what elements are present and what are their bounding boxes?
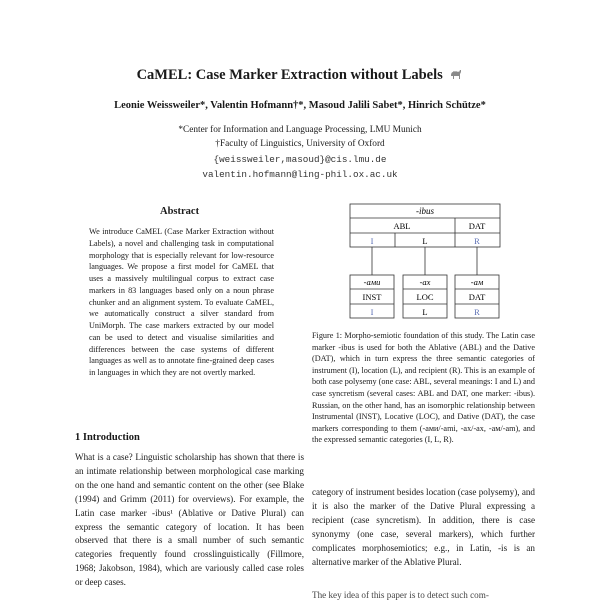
russian-marker-loc: -ах [419,277,431,287]
paper-title [0,67,600,86]
email-1: {weissweiler,masoud}@cis.lmu.de [213,154,387,165]
right-column-next-paragraph: The key idea of this paper is to detect such com- [312,590,489,600]
russian-case-loc: LOC [416,292,434,302]
russian-category-r: R [474,307,480,317]
title-text: CaMEL: Case Marker Extraction without Labels [136,67,443,83]
russian-box-loc [403,275,447,318]
affiliation-1: *Center for Information and Language Processing, LMU Munich [178,125,422,135]
latin-marker-box [350,204,500,247]
figure-1-caption: Figure 1: Morpho-semiotic foundation of this study. The Latin case marker -ibus is used for both the Ablative (ABL) and the Dative (DAT), which in turn express the three semantic categories of instrument (I), location (L), and recipient (R). This is an example of both case polysemy (one case: ABL, several meanings: I and L) and case syncretism (several cases: ABL and DAT, one marker: -ibus). Russian, on the other hand, has an isomorphic relationship between Instrumental (INST), Locative (LOC), and Dative (DAT), the case markers corresponding to them (-ами/-ami, -ах/-ax, -ам/-am), and the expressed semantic categories (I, L, R). [312,331,535,445]
affiliation-2: †Faculty of Linguistics, University of Oxford [215,139,385,149]
russian-marker-dat: -ам [470,277,484,287]
latin-case-dat: DAT [468,221,486,231]
latin-category-r: R [474,236,480,246]
latin-category-l: L [422,236,428,246]
latin-marker: -ibus [416,206,434,216]
figure-1-diagram [340,200,510,324]
russian-box-dat [455,275,499,318]
abstract-heading: Abstract [160,206,200,217]
russian-category-i: I [370,307,374,317]
figure-connectors [372,247,477,275]
introduction-paragraph: What is a case? Linguistic scholarship has shown that there is an intimate relationship between morphological case marking on the one hand and semantic content on the other (see Blake (1994) and Grimm (2011) for overviews). For example, the Latin case marker -ibus¹ (Ablative or Dative Plural) can express the semantic category of location. It has been observed that there is a small number of such semantic categories frequently found crosslinguistically (Fillmore, 1968; Jakobson, 1984), which are variously called case roles or deep cases. [75,452,304,588]
russian-case-dat: DAT [468,292,486,302]
russian-case-inst: INST [362,292,382,302]
latin-category-i: I [370,236,374,246]
author-list: Leonie Weissweiler*, Valentin Hofmann†*, Masoud Jalili Sabet*, Hinrich Schütze* [114,100,486,111]
russian-marker-inst: -ами [363,277,381,287]
email-2: valentin.hofmann@ling-phil.ox.ac.uk [202,169,398,180]
russian-box-inst [350,275,394,318]
russian-category-l: L [422,307,428,317]
right-column-paragraph: category of instrument besides location (case polysemy), and it is also the marker of the Dative Plural expressing a recipient (case syncretism). In addition, there is case synonymy (one case, several markers), which further complicates morphosemiotics; e.g., in Latin, -is is an alternative marker of the Ablative Plural. [312,487,535,567]
camel-icon [449,68,463,86]
abstract-body: We introduce CaMEL (Case Marker Extraction without Labels), a novel and challenging task in computational morphology that is especially relevant for low-resource languages. We propose a first model for CaMEL that uses a massively multilingual corpus to extract case markers in 83 languages based only on a noun phrase chunker and an alignment system. To evaluate CaMEL, we automatically construct a silver standard from UniMorph. The case markers extracted by our model can be used to detect and visualise similarities and differences between the case systems of different languages as well as to annotate fine-grained deep cases in languages in which they are not overtly marked. [89,227,274,377]
section-heading-introduction: 1 Introduction [75,432,140,443]
latin-case-abl: ABL [393,221,411,231]
